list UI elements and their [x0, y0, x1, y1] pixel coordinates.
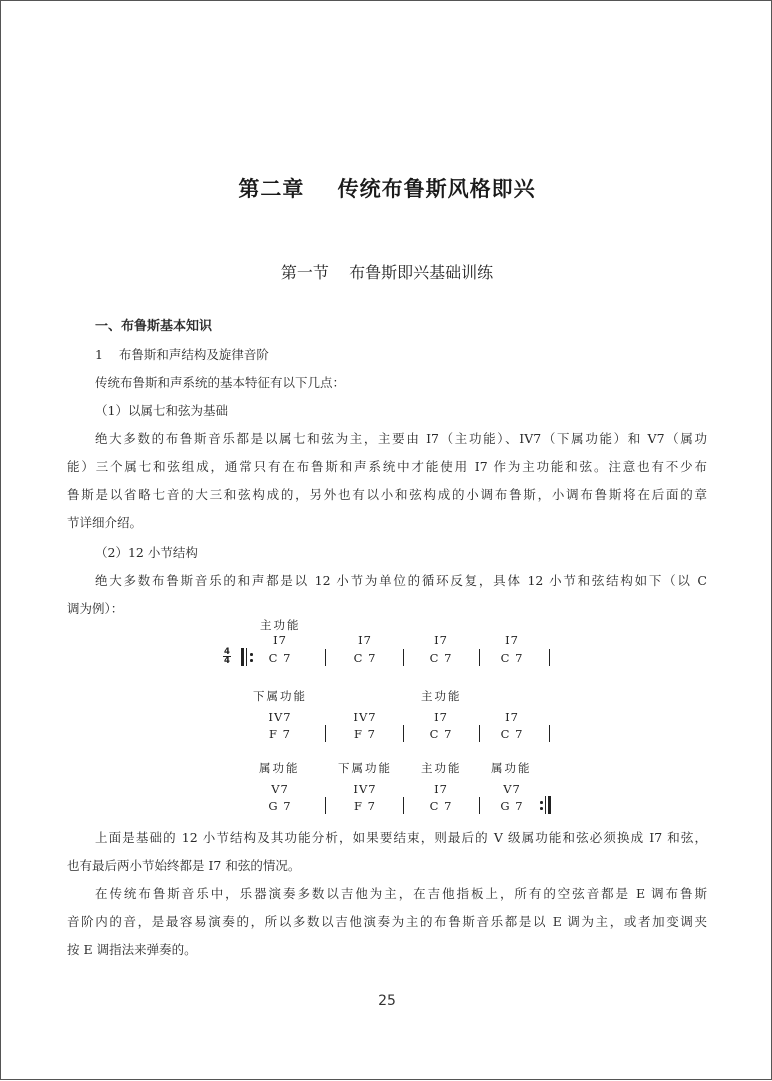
paragraph-line: 调为例）：: [67, 601, 124, 616]
roman-numeral: I7: [273, 633, 287, 647]
paragraph-line: 鲁斯是以省略七音的大三和弦构成的，另外也有以小和弦构成的小调布鲁斯，小调布鲁斯将在后面的章: [67, 487, 707, 502]
barline: [403, 797, 404, 814]
time-signature-bottom: 4: [224, 656, 230, 666]
intro-text: 传统布鲁斯和声系统的基本特征有以下几点：: [95, 375, 346, 390]
repeat-start-sign: [241, 648, 253, 666]
barline: [325, 725, 326, 742]
roman-numeral: I7: [434, 782, 448, 796]
barline: [549, 649, 550, 666]
barline: [403, 649, 404, 666]
chord-symbol: F 7: [354, 727, 376, 741]
paragraph-line: 节详细介绍。: [67, 515, 143, 530]
barline: [479, 725, 480, 742]
paragraph-line: 上面是基础的 12 小节结构及其功能分析，如果要结束，则最后的 V 级属功能和弦必须换成 I7 和弦，: [95, 830, 707, 845]
function-label: 下属功能: [253, 689, 307, 703]
barline: [325, 797, 326, 814]
roman-numeral: I7: [505, 710, 519, 724]
chord-symbol: F 7: [354, 799, 376, 813]
chapter-title: 第二章 传统布鲁斯风格即兴: [238, 177, 536, 201]
chord-symbol: C 7: [353, 651, 377, 665]
heading-basics: 一、布鲁斯基本知识: [95, 319, 213, 334]
roman-numeral: IV7: [268, 710, 292, 724]
chord-symbol: C 7: [500, 727, 524, 741]
function-label: 主功能: [260, 618, 301, 632]
function-label: 下属功能: [338, 761, 392, 775]
chord-symbol: C 7: [500, 651, 524, 665]
roman-numeral: V7: [503, 782, 521, 796]
roman-numeral: I7: [505, 633, 519, 647]
paragraph-line: 也有最后两小节始终都是 I7 和弦的情况。: [67, 858, 301, 873]
paragraph-line: 在传统布鲁斯音乐中，乐器演奏多数以吉他为主，在吉他指板上，所有的空弦音都是 E 调布鲁斯: [95, 886, 707, 901]
roman-numeral: I7: [434, 633, 448, 647]
barline: [479, 649, 480, 666]
repeat-end-sign: [540, 796, 552, 814]
chord-symbol: C 7: [429, 727, 453, 741]
chord-symbol: C 7: [268, 651, 292, 665]
function-label: 属功能: [491, 761, 532, 775]
chord-symbol: G 7: [500, 799, 524, 813]
paragraph-line: 绝大多数的布鲁斯音乐都是以属七和弦为主，主要由 I7（主功能）、IV7（下属功能）和 V7（属功: [95, 431, 707, 446]
barline: [403, 725, 404, 742]
roman-numeral: I7: [434, 710, 448, 724]
barline: [549, 725, 550, 742]
roman-numeral: I7: [358, 633, 372, 647]
subheading-harmony: 1 布鲁斯和声结构及旋律音阶: [95, 347, 269, 362]
chord-symbol: F 7: [269, 727, 291, 741]
point-twelve-bar: （2）12 小节结构: [95, 545, 198, 560]
function-label: 属功能: [259, 761, 300, 775]
point-dominant-seventh: （1）以属七和弦为基础: [95, 403, 228, 418]
time-signature: [222, 648, 232, 665]
paragraph-line: 音阶内的音，是最容易演奏的，所以多数以吉他演奏为主的布鲁斯音乐都是以 E 调为主，或者加变调夹: [67, 914, 707, 929]
page-number: 25: [378, 993, 396, 1009]
chord-symbol: C 7: [429, 799, 453, 813]
section-title: 第一节 布鲁斯即兴基础训练: [280, 263, 494, 282]
time-signature-top: 4: [224, 647, 230, 657]
roman-numeral: IV7: [353, 710, 377, 724]
function-label: 主功能: [421, 761, 462, 775]
chord-symbol: G 7: [268, 799, 292, 813]
function-label: 主功能: [421, 689, 462, 703]
paragraph-line: 按 E 调指法来弹奏的。: [67, 942, 197, 957]
chord-symbol: C 7: [429, 651, 453, 665]
paragraph-line: 绝大多数布鲁斯音乐的和声都是以 12 小节为单位的循环反复，具体 12 小节和弦结构如下（以 C: [95, 573, 707, 588]
paragraph-line: 能）三个属七和弦组成，通常只有在布鲁斯和声系统中才能使用 I7 作为主功能和弦。注意也有不少布: [67, 459, 707, 474]
roman-numeral: IV7: [353, 782, 377, 796]
barline: [325, 649, 326, 666]
roman-numeral: V7: [271, 782, 289, 796]
barline: [479, 797, 480, 814]
